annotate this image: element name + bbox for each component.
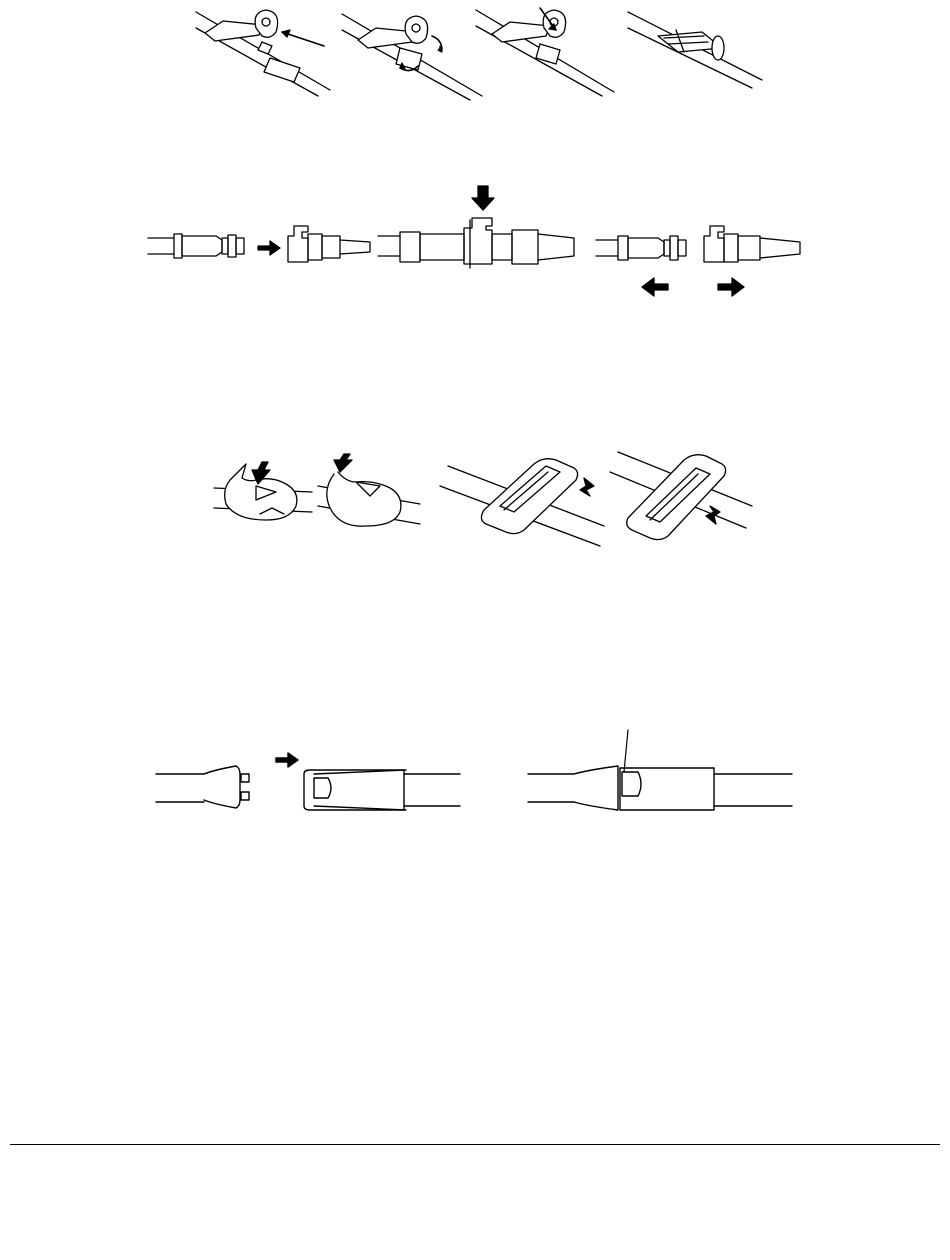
clip-connector-steps [0,0,950,110]
clamp-step-3-illustration [440,459,604,546]
connector-step-2-illustration [378,186,574,268]
clamp-step-1-illustration [214,462,312,520]
connector-step-1-illustration [148,226,370,262]
tube-clamp-steps [0,430,950,560]
hose-plug-steps [0,720,950,820]
bottom-rule-divider [10,1144,940,1145]
clip-step-1-illustration [196,10,330,96]
quick-connector-steps [0,180,950,300]
plug-step-1-illustration [156,753,460,810]
clip-step-4-illustration [628,12,762,88]
clamp-step-4-illustration [610,452,752,540]
connector-step-3-illustration [596,226,800,296]
plug-step-2-illustration [528,730,792,810]
clamp-step-2-illustration [318,454,420,526]
clip-step-3-illustration [476,8,614,96]
clip-step-2-illustration [342,14,482,100]
